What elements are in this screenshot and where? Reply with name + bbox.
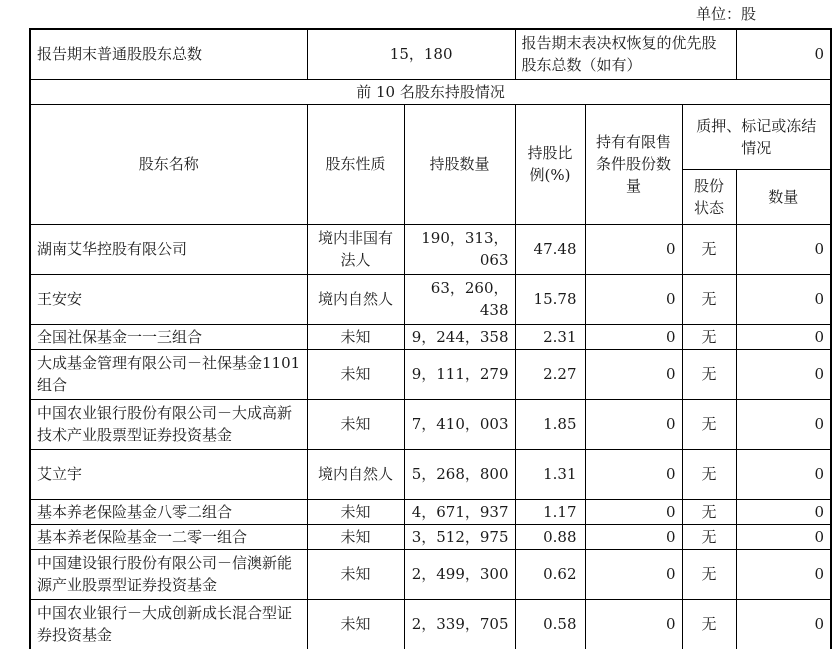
shareholder-nature: 境内自然人 [307, 449, 404, 499]
table-row [30, 499, 831, 524]
shares-held: 2，339，705 [404, 599, 515, 649]
shareholder-nature: 未知 [307, 324, 404, 349]
pledge-status: 无 [682, 224, 736, 274]
table-row [30, 599, 831, 649]
pledge-status: 无 [682, 549, 736, 599]
restricted-shares: 0 [585, 399, 682, 449]
restricted-shares: 0 [585, 349, 682, 399]
shareholder-table [29, 28, 832, 649]
pledge-status: 无 [682, 499, 736, 524]
restricted-shares: 0 [585, 274, 682, 324]
pledge-quantity: 0 [736, 599, 831, 649]
restricted-shares: 0 [585, 499, 682, 524]
pledge-status: 无 [682, 274, 736, 324]
header-pledge-qty: 数量 [736, 169, 831, 224]
section-title: 前 10 名股东持股情况 [30, 79, 831, 104]
shareholder-nature: 境内自然人 [307, 274, 404, 324]
pledge-quantity: 0 [736, 524, 831, 549]
shares-held: 2，499，300 [404, 549, 515, 599]
shares-held: 5，268，800 [404, 449, 515, 499]
shareholder-name: 基本养老保险基金一二零一组合 [30, 524, 307, 549]
header-row [30, 104, 831, 169]
pledge-quantity: 0 [736, 274, 831, 324]
pledge-status: 无 [682, 599, 736, 649]
restricted-shares: 0 [585, 224, 682, 274]
pledge-status: 无 [682, 349, 736, 399]
restricted-shares: 0 [585, 549, 682, 599]
table-row [30, 324, 831, 349]
shareholder-name: 大成基金管理有限公司－社保基金1101 组合 [30, 349, 307, 399]
pledge-status: 无 [682, 399, 736, 449]
shareholder-nature: 未知 [307, 349, 404, 399]
preferred-holders-value: 0 [736, 29, 831, 79]
shareholder-nature: 境内非国有法人 [307, 224, 404, 274]
holding-ratio: 0.88 [515, 524, 585, 549]
shares-held: 9，244，358 [404, 324, 515, 349]
table-row [30, 549, 831, 599]
shareholder-name: 中国农业银行股份有限公司－大成高新技术产业股票型证券投资基金 [30, 399, 307, 449]
table-row [30, 274, 831, 324]
holding-ratio: 1.31 [515, 449, 585, 499]
preferred-holders-label: 报告期末表决权恢复的优先股股东总数（如有） [515, 29, 736, 79]
shareholder-nature: 未知 [307, 549, 404, 599]
holding-ratio: 2.27 [515, 349, 585, 399]
pledge-status: 无 [682, 324, 736, 349]
pledge-quantity: 0 [736, 449, 831, 499]
common-holders-value: 15，180 [307, 29, 515, 79]
header-pledge-status: 股份状态 [682, 169, 736, 224]
restricted-shares: 0 [585, 599, 682, 649]
unit-label: 单位：股 [695, 5, 756, 23]
header-nature: 股东性质 [307, 104, 404, 224]
table-row [30, 399, 831, 449]
restricted-shares: 0 [585, 524, 682, 549]
shareholder-name: 王安安 [30, 274, 307, 324]
pledge-quantity: 0 [736, 324, 831, 349]
pledge-quantity: 0 [736, 349, 831, 399]
shares-held: 3，512，975 [404, 524, 515, 549]
shareholder-name: 中国农业银行－大成创新成长混合型证券投资基金 [30, 599, 307, 649]
table-row [30, 524, 831, 549]
shareholder-name: 基本养老保险基金八零二组合 [30, 499, 307, 524]
pledge-quantity: 0 [736, 224, 831, 274]
shareholder-name: 艾立宇 [30, 449, 307, 499]
table-row [30, 449, 831, 499]
shares-held: 190，313，063 [404, 224, 515, 274]
shareholder-name: 中国建设银行股份有限公司－信澳新能源产业股票型证券投资基金 [30, 549, 307, 599]
table-row [30, 224, 831, 274]
header-restricted: 持有有限售条件股份数量 [585, 104, 682, 224]
shares-held: 63，260，438 [404, 274, 515, 324]
shareholder-nature: 未知 [307, 524, 404, 549]
holding-ratio: 15.78 [515, 274, 585, 324]
header-pledge-group: 质押、标记或冻结情况 [682, 104, 831, 169]
holding-ratio: 1.17 [515, 499, 585, 524]
shareholder-nature: 未知 [307, 399, 404, 449]
shares-held: 4，671，937 [404, 499, 515, 524]
holding-ratio: 0.62 [515, 549, 585, 599]
header-name: 股东名称 [30, 104, 307, 224]
summary-row [30, 29, 831, 79]
pledge-status: 无 [682, 449, 736, 499]
header-shares: 持股数量 [404, 104, 515, 224]
holding-ratio: 47.48 [515, 224, 585, 274]
shares-held: 7，410，003 [404, 399, 515, 449]
holding-ratio: 1.85 [515, 399, 585, 449]
pledge-status: 无 [682, 524, 736, 549]
pledge-quantity: 0 [736, 499, 831, 524]
shareholder-name: 湖南艾华控股有限公司 [30, 224, 307, 274]
section-title-row [30, 79, 831, 104]
shares-held: 9，111，279 [404, 349, 515, 399]
shareholder-nature: 未知 [307, 599, 404, 649]
shareholder-name: 全国社保基金一一三组合 [30, 324, 307, 349]
pledge-quantity: 0 [736, 399, 831, 449]
holding-ratio: 0.58 [515, 599, 585, 649]
shareholder-nature: 未知 [307, 499, 404, 524]
restricted-shares: 0 [585, 449, 682, 499]
restricted-shares: 0 [585, 324, 682, 349]
common-holders-label: 报告期末普通股股东总数 [30, 29, 307, 79]
header-ratio: 持股比例(%) [515, 104, 585, 224]
pledge-quantity: 0 [736, 549, 831, 599]
table-row [30, 349, 831, 399]
holding-ratio: 2.31 [515, 324, 585, 349]
